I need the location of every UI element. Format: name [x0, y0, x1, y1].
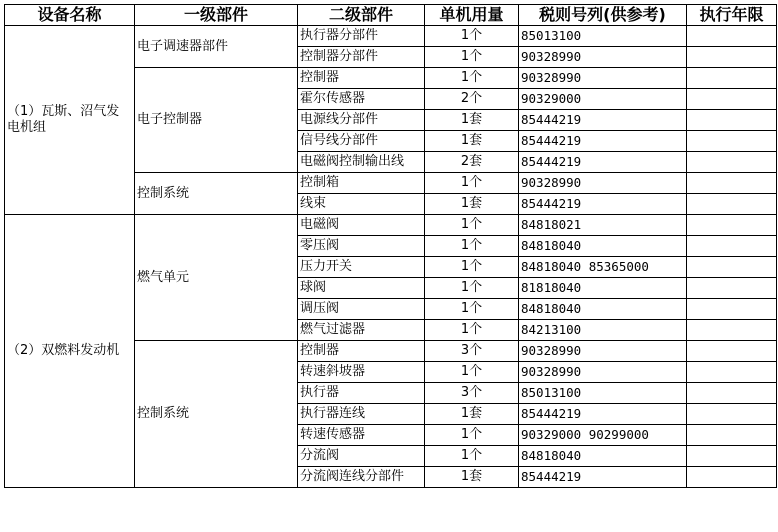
unit-quantity-cell: 1个	[425, 320, 519, 341]
tariff-code-cell: 84213100	[519, 320, 687, 341]
tariff-code-cell: 85444219	[519, 194, 687, 215]
unit-quantity-cell: 1个	[425, 425, 519, 446]
level2-part-cell: 压力开关	[298, 257, 425, 278]
unit-quantity-cell: 1套	[425, 131, 519, 152]
tariff-code-cell: 85444219	[519, 404, 687, 425]
tariff-code-cell: 85444219	[519, 110, 687, 131]
tariff-code-cell: 90328990	[519, 362, 687, 383]
tariff-code-cell: 84818040	[519, 236, 687, 257]
execution-period-cell	[687, 68, 777, 89]
table-row	[5, 215, 777, 236]
execution-period-cell	[687, 110, 777, 131]
table-header	[5, 5, 777, 26]
unit-quantity-cell: 1套	[425, 194, 519, 215]
tariff-code-cell: 90329000 90299000	[519, 425, 687, 446]
level2-part-cell: 控制箱	[298, 173, 425, 194]
unit-quantity-cell: 1个	[425, 257, 519, 278]
tariff-code-cell: 84818040 85365000	[519, 257, 687, 278]
unit-quantity-cell: 1个	[425, 68, 519, 89]
tariff-code-cell: 84818040	[519, 446, 687, 467]
execution-period-cell	[687, 47, 777, 68]
level2-part-cell: 霍尔传感器	[298, 89, 425, 110]
level2-part-cell: 线束	[298, 194, 425, 215]
header-unit-quantity: 单机用量	[425, 5, 519, 26]
parts-table	[4, 4, 777, 488]
level1-part-cell: 电子控制器	[135, 68, 298, 173]
execution-period-cell	[687, 215, 777, 236]
execution-period-cell	[687, 89, 777, 110]
execution-period-cell	[687, 467, 777, 488]
tariff-code-cell: 90328990	[519, 341, 687, 362]
level2-part-cell: 控制器	[298, 68, 425, 89]
level1-part-cell: 电子调速器部件	[135, 26, 298, 68]
execution-period-cell	[687, 131, 777, 152]
level2-part-cell: 电源线分部件	[298, 110, 425, 131]
unit-quantity-cell: 3个	[425, 341, 519, 362]
header-execution-period: 执行年限	[687, 5, 777, 26]
unit-quantity-cell: 1个	[425, 446, 519, 467]
execution-period-cell	[687, 404, 777, 425]
level2-part-cell: 执行器连线	[298, 404, 425, 425]
tariff-code-cell: 90328990	[519, 47, 687, 68]
header-row	[5, 5, 777, 26]
execution-period-cell	[687, 446, 777, 467]
unit-quantity-cell: 1个	[425, 299, 519, 320]
tariff-code-cell: 90329000	[519, 89, 687, 110]
level2-part-cell: 电磁阀控制输出线	[298, 152, 425, 173]
header-level1-part: 一级部件	[135, 5, 298, 26]
table-row	[5, 26, 777, 47]
level2-part-cell: 信号线分部件	[298, 131, 425, 152]
level2-part-cell: 控制器分部件	[298, 47, 425, 68]
level2-part-cell: 转速传感器	[298, 425, 425, 446]
unit-quantity-cell: 1个	[425, 26, 519, 47]
header-tariff-code: 税则号列(供参考)	[519, 5, 687, 26]
execution-period-cell	[687, 320, 777, 341]
execution-period-cell	[687, 152, 777, 173]
execution-period-cell	[687, 236, 777, 257]
level1-part-cell: 燃气单元	[135, 215, 298, 341]
equipment-name-cell: （1）瓦斯、沼气发电机组	[5, 26, 135, 215]
tariff-code-cell: 84818021	[519, 215, 687, 236]
execution-period-cell	[687, 26, 777, 47]
level2-part-cell: 控制器	[298, 341, 425, 362]
unit-quantity-cell: 3个	[425, 383, 519, 404]
unit-quantity-cell: 1个	[425, 173, 519, 194]
unit-quantity-cell: 1套	[425, 404, 519, 425]
unit-quantity-cell: 2套	[425, 152, 519, 173]
unit-quantity-cell: 1个	[425, 47, 519, 68]
unit-quantity-cell: 1套	[425, 467, 519, 488]
level2-part-cell: 零压阀	[298, 236, 425, 257]
tariff-code-cell: 84818040	[519, 299, 687, 320]
level2-part-cell: 电磁阀	[298, 215, 425, 236]
unit-quantity-cell: 1个	[425, 278, 519, 299]
tariff-code-cell: 85013100	[519, 26, 687, 47]
execution-period-cell	[687, 362, 777, 383]
execution-period-cell	[687, 278, 777, 299]
unit-quantity-cell: 1个	[425, 362, 519, 383]
unit-quantity-cell: 1个	[425, 236, 519, 257]
level2-part-cell: 分流阀连线分部件	[298, 467, 425, 488]
execution-period-cell	[687, 341, 777, 362]
level2-part-cell: 执行器	[298, 383, 425, 404]
execution-period-cell	[687, 257, 777, 278]
header-level2-part: 二级部件	[298, 5, 425, 26]
table-container	[4, 4, 777, 488]
tariff-code-cell: 85444219	[519, 131, 687, 152]
tariff-code-cell: 81818040	[519, 278, 687, 299]
level1-part-cell: 控制系统	[135, 173, 298, 215]
tariff-code-cell: 85444219	[519, 152, 687, 173]
execution-period-cell	[687, 383, 777, 404]
level2-part-cell: 球阀	[298, 278, 425, 299]
level2-part-cell: 燃气过滤器	[298, 320, 425, 341]
level2-part-cell: 转速斜坡器	[298, 362, 425, 383]
unit-quantity-cell: 1个	[425, 215, 519, 236]
equipment-name-cell: （2）双燃料发动机	[5, 215, 135, 488]
execution-period-cell	[687, 299, 777, 320]
execution-period-cell	[687, 194, 777, 215]
tariff-code-cell: 85013100	[519, 383, 687, 404]
execution-period-cell	[687, 425, 777, 446]
execution-period-cell	[687, 173, 777, 194]
unit-quantity-cell: 2个	[425, 89, 519, 110]
level1-part-cell: 控制系统	[135, 341, 298, 488]
table-body	[5, 26, 777, 488]
level2-part-cell: 执行器分部件	[298, 26, 425, 47]
tariff-code-cell: 85444219	[519, 467, 687, 488]
tariff-code-cell: 90328990	[519, 173, 687, 194]
level2-part-cell: 调压阀	[298, 299, 425, 320]
tariff-code-cell: 90328990	[519, 68, 687, 89]
unit-quantity-cell: 1套	[425, 110, 519, 131]
header-equipment-name: 设备名称	[5, 5, 135, 26]
level2-part-cell: 分流阀	[298, 446, 425, 467]
